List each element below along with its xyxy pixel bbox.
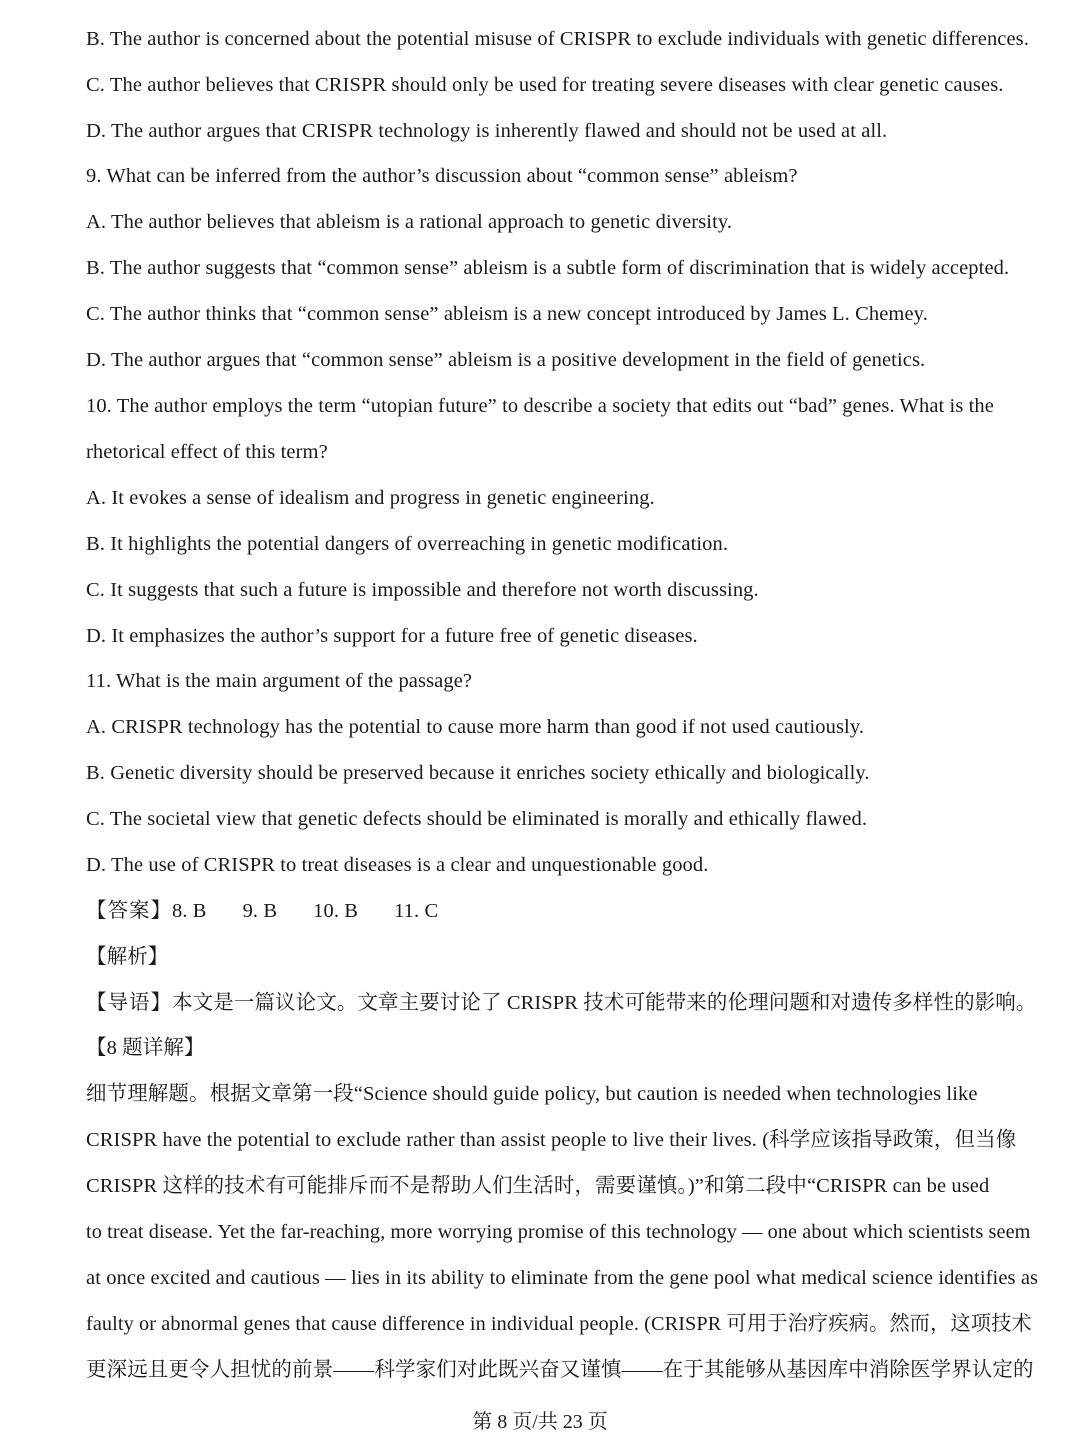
q10-option-b: B. It highlights the potential dangers of overreaching in genetic modification. [86,533,729,555]
q8-explain-line: faulty or abnormal genes that cause difference in individual people. (CRISPR 可用于治疗疾病。然而，这项技术 [86,1313,1032,1335]
q10-option-a: A. It evokes a sense of idealism and progress in genetic engineering. [86,487,655,509]
q8-explain-line: CRISPR 这样的技术有可能排斥而不是帮助人们生活时，需要谨慎。)”和第二段中“CRISPR can be used [86,1175,990,1197]
answer-item: 11. C [394,900,439,922]
q8-option-d: D. The author argues that CRISPR technology is inherently flawed and should not be used at all. [86,120,888,142]
q8-explain-line: CRISPR have the potential to exclude rather than assist people to live their lives. (科学应该指导政策，但当像 [86,1129,1017,1151]
analysis-label: 【解析】 [86,946,169,968]
q10-option-d: D. It emphasizes the author’s support for a future free of genetic diseases. [86,625,698,647]
answer-item: 9. B [242,900,278,922]
page-number: 第 8 页/共 23 页 [472,1411,608,1433]
q8-option-b: B. The author is concerned about the potential misuse of CRISPR to exclude individuals with genetic differences. [86,28,1029,50]
answer-key [86,897,474,925]
q11-option-b: B. Genetic diversity should be preserved because it enriches society ethically and biologically. [86,762,870,784]
q8-explain-line: 细节理解题。根据文章第一段“Science should guide policy, but caution is needed when technologies like [86,1083,978,1105]
answer-item: 8. B [172,900,207,922]
q8-option-c: C. The author believes that CRISPR should only be used for treating severe diseases with clear genetic causes. [86,74,1004,96]
q9-option-c: C. The author thinks that “common sense” ableism is a new concept introduced by James L. Chemey. [86,303,928,325]
q9-option-b: B. The author suggests that “common sense” ableism is a subtle form of discrimination that is widely accepted. [86,257,1010,279]
q9-question: 9. What can be inferred from the author’s discussion about “common sense” ableism? [86,165,798,187]
q11-option-c: C. The societal view that genetic defects should be eliminated is morally and ethically flawed. [86,808,868,830]
q8-explain-line: to treat disease. Yet the far-reaching, more worrying promise of this technology — one about which scientists seem [86,1221,1031,1243]
q11-question: 11. What is the main argument of the passage? [86,670,473,692]
q10-question-line1: 10. The author employs the term “utopian future” to describe a society that edits out “bad” genes. What is the [86,395,994,417]
q9-option-d: D. The author argues that “common sense” ableism is a positive development in the field of genetics. [86,349,926,371]
q10-option-c: C. It suggests that such a future is impossible and therefore not worth discussing. [86,579,759,601]
answer-item: 10. B [313,900,359,922]
q10-question-line2: rhetorical effect of this term? [86,441,328,463]
intro-label: 【导语】 [86,992,172,1014]
q11-option-a: A. CRISPR technology has the potential to cause more harm than good if not used cautiously. [86,716,865,738]
q8-explain-line: 更深远且更令人担忧的前景——科学家们对此既兴奋又谨慎——在于其能够从基因库中消除医学界认定的 [86,1359,1034,1381]
q9-option-a: A. The author believes that ableism is a rational approach to genetic diversity. [86,211,733,233]
intro-paragraph [86,989,1037,1017]
answer-label: 【答案】 [86,900,172,922]
q11-option-d: D. The use of CRISPR to treat diseases is a clear and unquestionable good. [86,854,709,876]
intro-text: 本文是一篇议论文。文章主要讨论了 CRISPR 技术可能带来的伦理问题和对遗传多样性的影响。 [172,992,1037,1014]
q8-explain-label: 【8 题详解】 [86,1037,205,1059]
q8-explain-line: at once excited and cautious — lies in its ability to eliminate from the gene pool what medical science identifies as [86,1267,1039,1289]
